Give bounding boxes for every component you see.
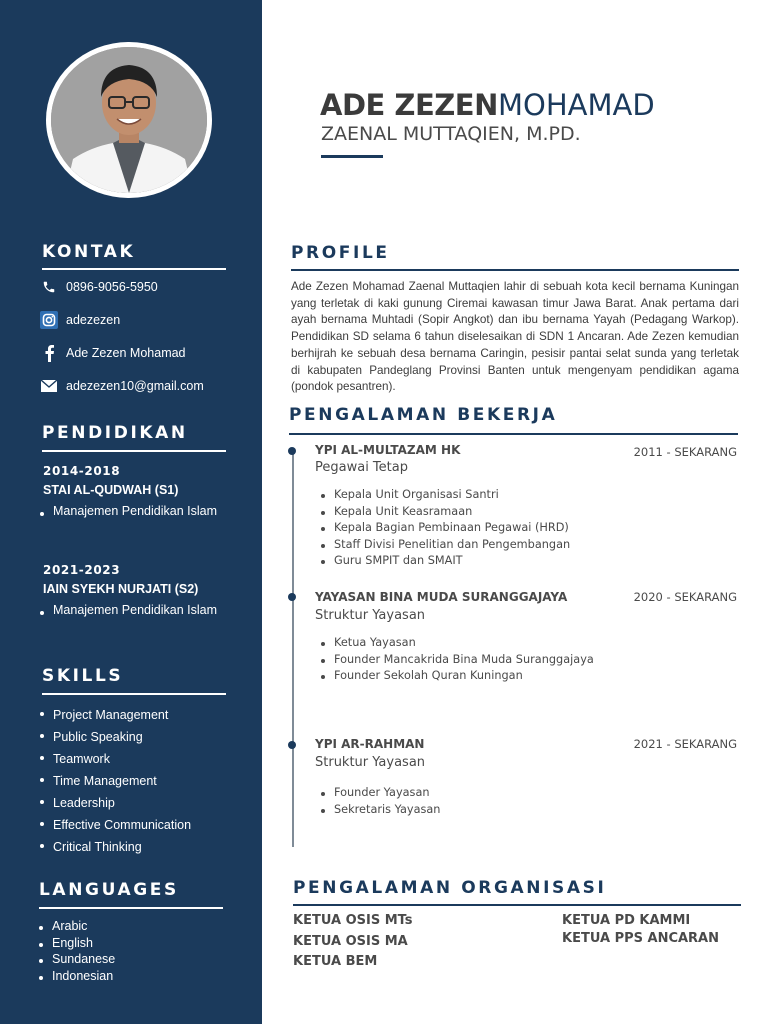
job-duty: Kepala Bagian Pembinaan Pegawai (HRD) bbox=[319, 520, 570, 537]
organization-item: KETUA PD KAMMI bbox=[562, 913, 691, 928]
experience-timeline bbox=[292, 450, 294, 847]
job-duty: Founder Sekolah Quran Kuningan bbox=[319, 668, 594, 685]
job-duty: Founder Yayasan bbox=[319, 785, 440, 802]
organization-item: KETUA PPS ANCARAN bbox=[562, 931, 720, 946]
languages-list bbox=[37, 918, 115, 985]
job-company: YPI AL-MULTAZAM HK bbox=[315, 443, 461, 457]
name-first: ADE ZEZEN bbox=[320, 88, 498, 122]
organization-divider bbox=[293, 904, 741, 906]
education-school: IAIN SYEKH NURJATI (S2) bbox=[43, 582, 199, 596]
job-date: 2020 - SEKARANG bbox=[633, 590, 737, 604]
education-years: 2021-2023 bbox=[43, 563, 121, 577]
contact-facebook[interactable] bbox=[40, 344, 186, 362]
organization-item: KETUA BEM bbox=[293, 954, 378, 969]
contact-phone[interactable] bbox=[40, 278, 158, 296]
name-second: MOHAMAD bbox=[498, 88, 655, 122]
skill-item: Teamwork bbox=[38, 748, 191, 770]
education-school: STAI AL-QUDWAH (S1) bbox=[43, 483, 179, 497]
job-date: 2011 - SEKARANG bbox=[633, 445, 737, 459]
instagram-icon bbox=[40, 311, 58, 329]
education-divider bbox=[42, 450, 226, 452]
job-duty: Ketua Yayasan bbox=[319, 635, 594, 652]
contact-phone-text: 0896-9056-5950 bbox=[66, 280, 158, 294]
profile-photo bbox=[51, 47, 207, 193]
education-major: Manajemen Pendidikan Islam bbox=[38, 603, 217, 617]
job-duties bbox=[319, 635, 594, 685]
job-role: Struktur Yayasan bbox=[315, 608, 426, 623]
job-duty: Kepala Unit Organisasi Santri bbox=[319, 487, 570, 504]
name-underline bbox=[321, 155, 383, 158]
job-duties bbox=[319, 487, 570, 570]
education-years: 2014-2018 bbox=[43, 464, 121, 478]
contact-facebook-text: Ade Zezen Mohamad bbox=[66, 346, 186, 360]
skill-item: Project Management bbox=[38, 704, 191, 726]
profile-photo-frame bbox=[46, 42, 212, 198]
job-duty: Founder Mancakrida Bina Muda Suranggajaya bbox=[319, 652, 594, 669]
timeline-dot bbox=[288, 593, 296, 601]
skill-item: Critical Thinking bbox=[38, 836, 191, 858]
skills-divider bbox=[42, 693, 226, 695]
contact-instagram-text: adezezen bbox=[66, 313, 121, 327]
phone-icon bbox=[40, 278, 58, 296]
contact-email[interactable] bbox=[40, 377, 204, 395]
education-list bbox=[38, 504, 217, 518]
skill-item: Leadership bbox=[38, 792, 191, 814]
timeline-dot bbox=[288, 741, 296, 749]
education-major: Manajemen Pendidikan Islam bbox=[38, 504, 217, 518]
organization-item: KETUA OSIS MA bbox=[293, 934, 408, 949]
contact-email-text: adezezen10@gmail.com bbox=[66, 379, 204, 393]
job-company: YPI AR-RAHMAN bbox=[315, 737, 425, 751]
education-heading: PENDIDIKAN bbox=[42, 423, 188, 443]
languages-heading: LANGUAGES bbox=[39, 880, 179, 900]
skill-item: Time Management bbox=[38, 770, 191, 792]
profile-divider bbox=[291, 269, 739, 271]
job-company: YAYASAN BINA MUDA SURANGGAJAYA bbox=[315, 590, 568, 604]
job-date: 2021 - SEKARANG bbox=[633, 737, 737, 751]
language-item: Sundanese bbox=[37, 951, 115, 968]
name-rest: ZAENAL MUTTAQIEN, M.PD. bbox=[321, 123, 581, 145]
skill-item: Public Speaking bbox=[38, 726, 191, 748]
skills-list bbox=[38, 704, 191, 858]
contact-heading: KONTAK bbox=[42, 242, 136, 262]
job-duty: Staff Divisi Penelitian dan Pengembangan bbox=[319, 537, 570, 554]
timeline-dot bbox=[288, 447, 296, 455]
contact-divider bbox=[42, 268, 226, 270]
contact-instagram[interactable] bbox=[40, 311, 120, 329]
language-item: English bbox=[37, 935, 115, 952]
sidebar bbox=[0, 0, 262, 1024]
language-item: Indonesian bbox=[37, 968, 115, 985]
facebook-icon bbox=[40, 344, 58, 362]
profile-heading: PROFILE bbox=[291, 243, 390, 263]
job-role: Struktur Yayasan bbox=[315, 755, 426, 770]
job-duty: Kepala Unit Keasramaan bbox=[319, 504, 570, 521]
languages-divider bbox=[39, 907, 223, 909]
job-duties bbox=[319, 785, 440, 818]
job-duty: Sekretaris Yayasan bbox=[319, 802, 440, 819]
skills-heading: SKILLS bbox=[42, 666, 124, 686]
experience-heading: PENGALAMAN BEKERJA bbox=[289, 405, 558, 425]
email-icon bbox=[40, 377, 58, 395]
skill-item: Effective Communication bbox=[38, 814, 191, 836]
education-list bbox=[38, 603, 217, 617]
experience-divider bbox=[289, 433, 738, 435]
organization-heading: PENGALAMAN ORGANISASI bbox=[293, 878, 607, 898]
job-role: Pegawai Tetap bbox=[315, 460, 408, 475]
job-duty: Guru SMPIT dan SMAIT bbox=[319, 553, 570, 570]
language-item: Arabic bbox=[37, 918, 115, 935]
profile-text: Ade Zezen Mohamad Zaenal Muttaqien lahir di sebuah kota kecil bernama Kuningan yang terletak di kaki gunung Ciremai kawasan timur Jawa Barat. Anak pertama dari ayah bernama Muhtadi (Sopir Angkot) dan ibu bernama Yayah (Pedagang Warkop). Pendidikan SD selama 6 tahun diselesaikan di SDN 1 Ancaran. Ade Zezen kemudian berhijrah ke sebuah desa bernama Caringin, pesisir pantai selat sunda yang terletak di kabupaten Pandeglang Provinsi Banten untuk mengenyam pendidikan agama (pondok pesantren). bbox=[291, 280, 739, 394]
organization-item: KETUA OSIS MTs bbox=[293, 913, 413, 928]
